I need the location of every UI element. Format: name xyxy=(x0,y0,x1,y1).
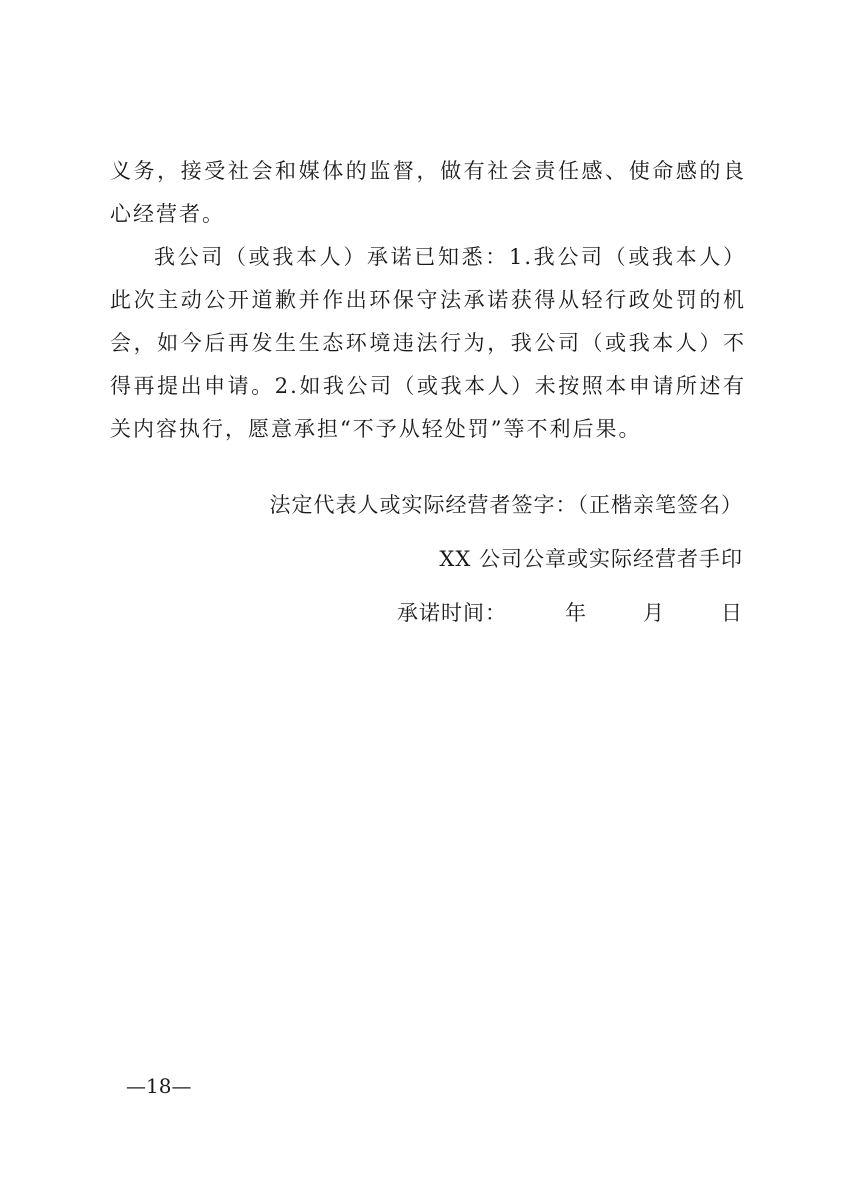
document-body xyxy=(110,150,746,451)
year-label: 年 xyxy=(565,601,587,625)
paragraph-continuation: 义务，接受社会和媒体的监督，做有社会责任感、使命感的良心经营者。 xyxy=(110,159,746,226)
signature-block xyxy=(183,490,743,628)
day-label: 日 xyxy=(721,601,743,625)
paragraph-commitment: 我公司（或我本人）承诺已知悉：1.我公司（或我本人）此次主动公开道歉并作出环保守法承诺获得从轻行政处罚的机会，如今后再发生生态环境违法行为，我公司（或我本人）不得再提出申请。2.如我公司（或我本人）未按照本申请所述有关内容执行，愿意承担“不予从轻处罚”等不利后果。 xyxy=(110,245,746,441)
commitment-date-line xyxy=(183,598,743,628)
page-number: —18— xyxy=(126,1074,192,1098)
date-label: 承诺时间： xyxy=(397,601,507,625)
representative-signature-line: 法定代表人或实际经营者签字：（正楷亲笔签名） xyxy=(269,493,743,517)
company-seal-line: XX 公司公章或实际经营者手印 xyxy=(439,547,743,571)
month-label: 月 xyxy=(643,601,665,625)
